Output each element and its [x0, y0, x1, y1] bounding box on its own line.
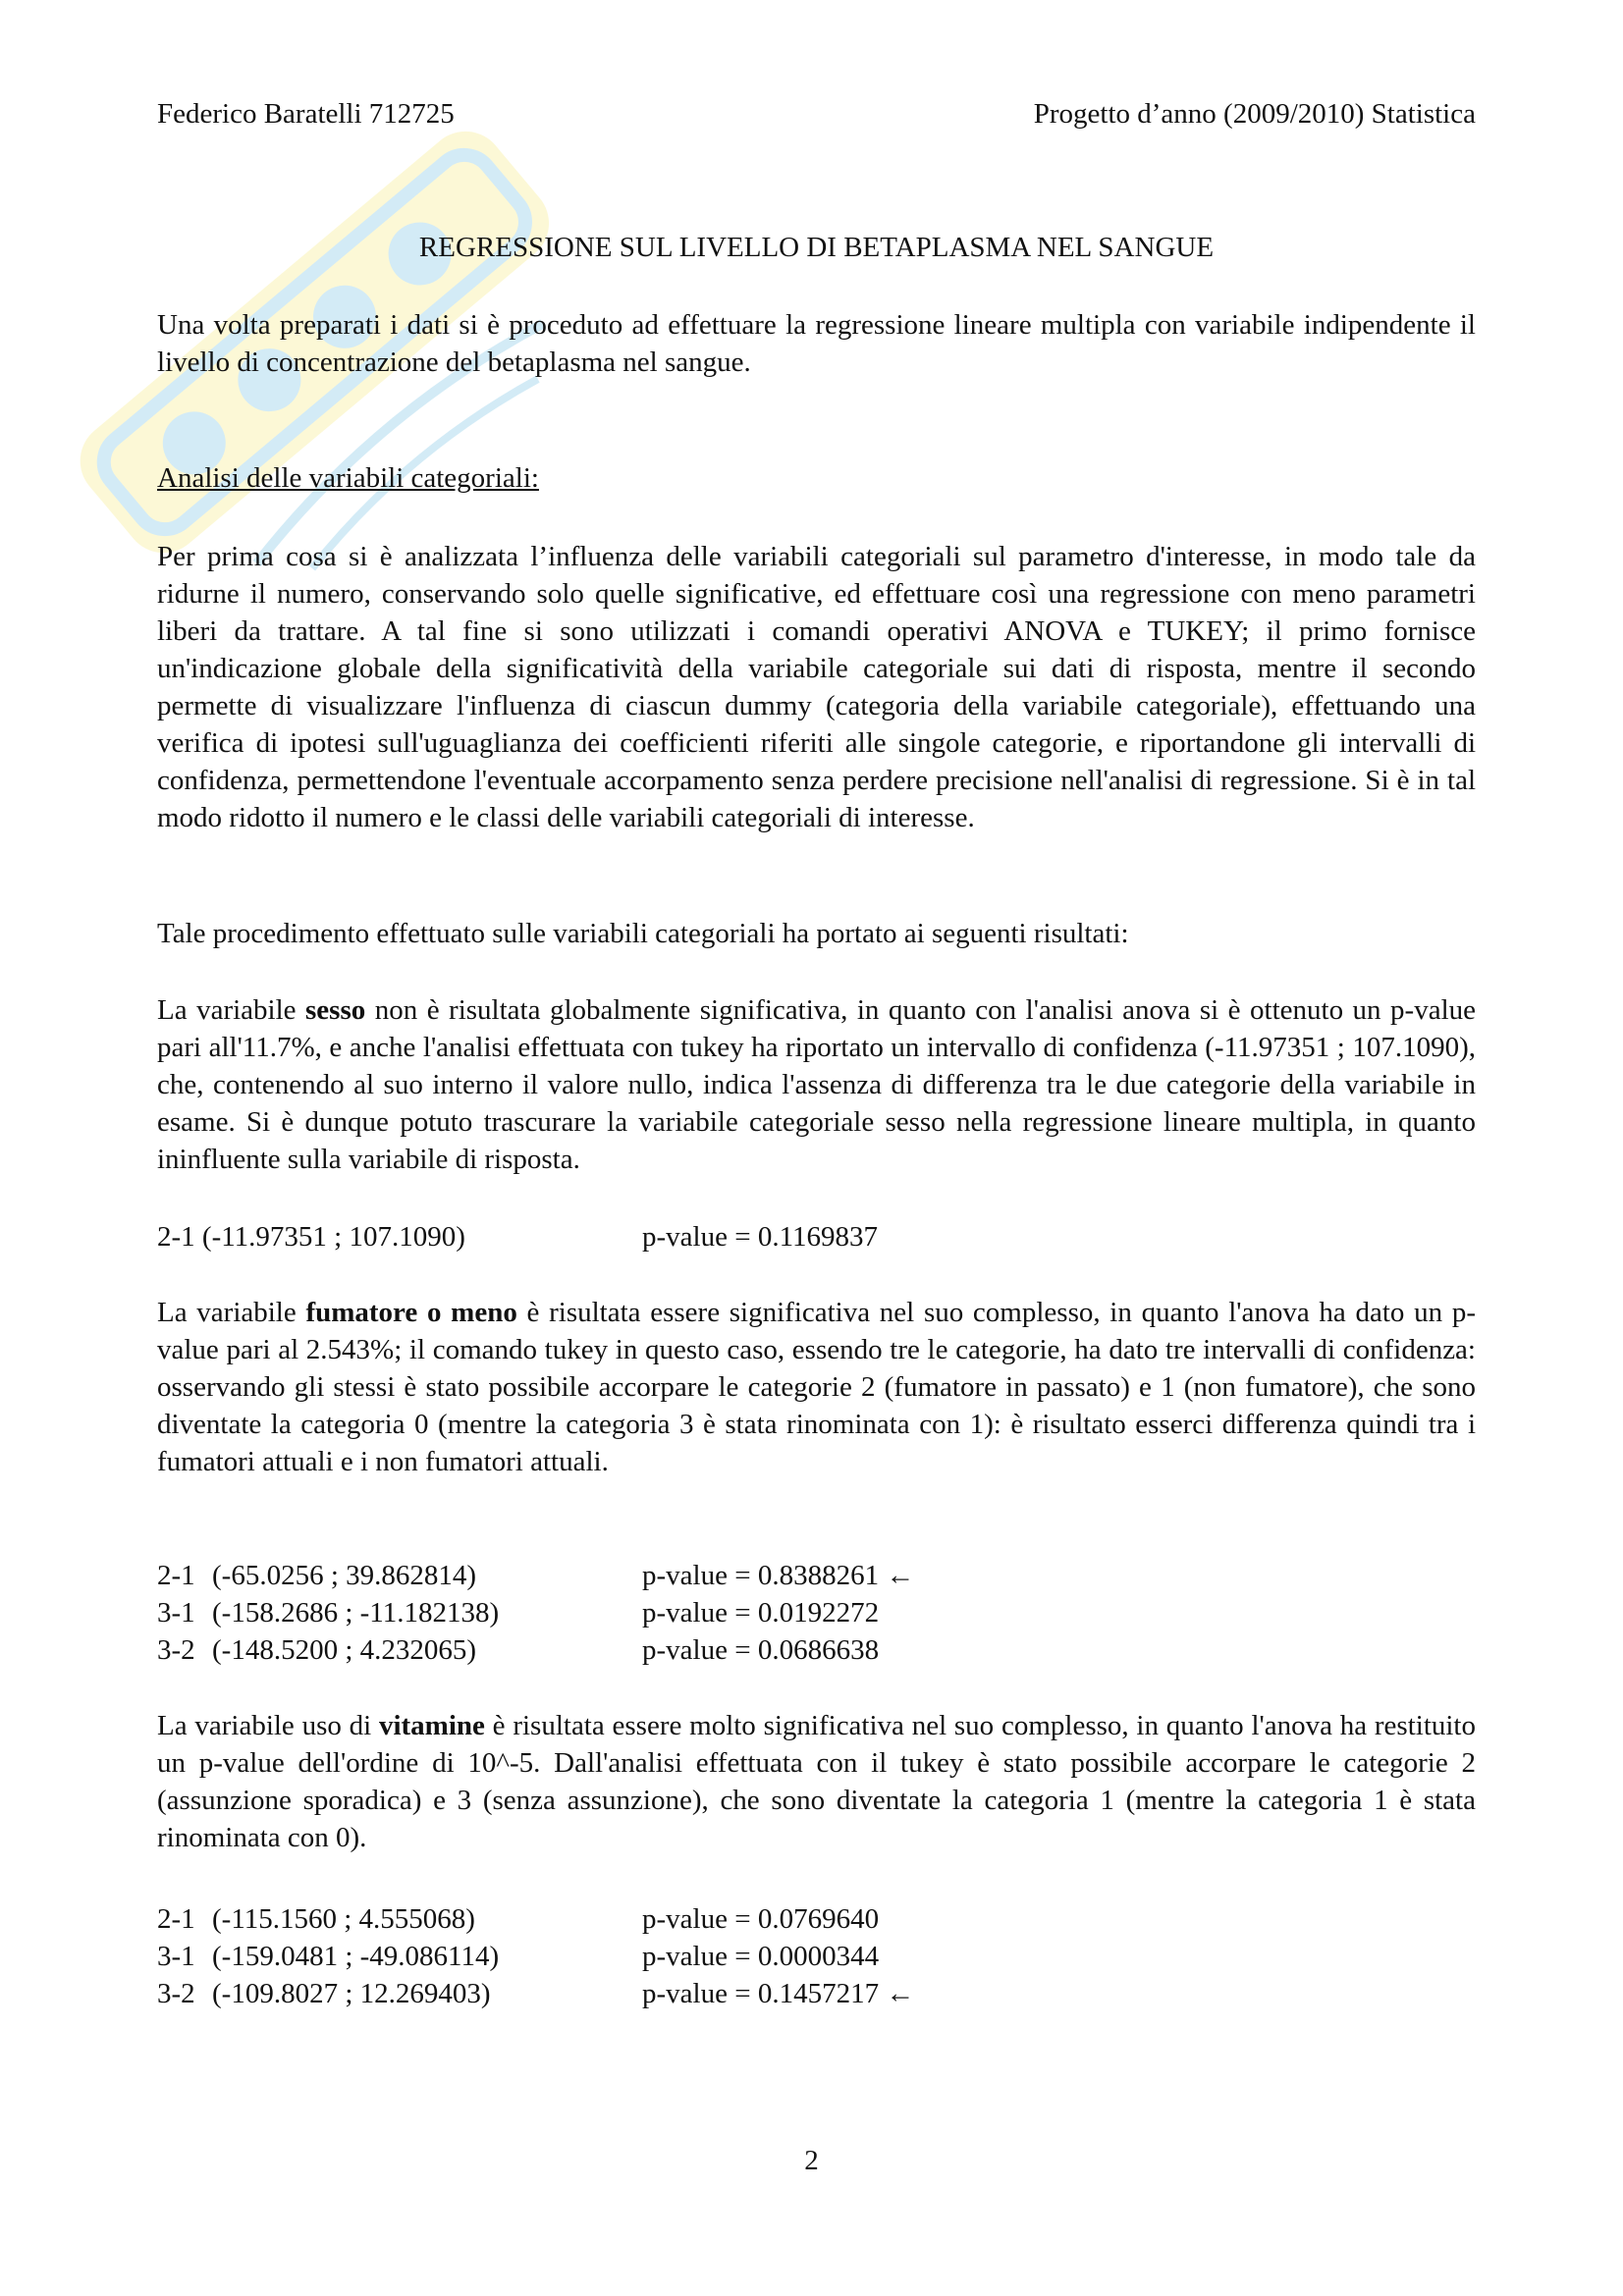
intro-paragraph: Una volta preparati i dati si è proceduto ad effettuare la regressione lineare multipla con variabile indipendente il livello di concentrazione del betaplasma nel sangue. [157, 309, 1476, 378]
comparison-label: 3-1 [157, 1597, 195, 1629]
confidence-interval: (-148.5200 ; 4.232065) [212, 1634, 477, 1666]
vitamine-result-row [157, 1938, 880, 1975]
header-project: Progetto d’anno (2009/2010) Statistica [1033, 98, 1476, 130]
comparison-label: 3-2 [157, 1978, 195, 2009]
vitamine-keyword: vitamine [378, 1710, 485, 1741]
p-value: p-value = 0.8388261 ← [642, 1560, 915, 1591]
fumatore-keyword: fumatore o meno [305, 1297, 517, 1328]
p-value: p-value = 0.0769640 [642, 1903, 880, 1935]
page-header [157, 98, 1476, 137]
comparison-label: 2-1 [157, 1903, 195, 1935]
confidence-interval: (-65.0256 ; 39.862814) [212, 1560, 477, 1591]
vitamine-paragraph: La variabile uso di vitamine è risultata essere molto significativa nel suo complesso, in quanto l'anova ha restituito un p-value dell'ordine di 10^-5. Dall'analisi effettuata con il tukey è stato possibile accorpare le categorie 2 (assunzione sporadica) e 3 (senza assunzione), che sono diventate la categoria 1 (mentre la categoria 1 è stata rinominata con 0). [157, 1710, 1476, 1853]
confidence-interval: (-115.1560 ; 4.555068) [212, 1903, 475, 1935]
fumatore-result-row [157, 1557, 915, 1594]
document-title: REGRESSIONE SUL LIVELLO DI BETAPLASMA NEL SANGUE [418, 232, 1215, 263]
fumatore-result-row [157, 1631, 880, 1669]
confidence-interval: (-158.2686 ; -11.182138) [212, 1597, 500, 1629]
p-value: p-value = 0.1457217 ← [642, 1978, 915, 2009]
results-intro-paragraph: Tale procedimento effettuato sulle variabili categoriali ha portato ai seguenti risultati: [157, 918, 1129, 949]
comparison-label: 2-1 [157, 1560, 195, 1591]
p-value: p-value = 0.0686638 [642, 1634, 880, 1666]
page-number: 2 [804, 2145, 819, 2176]
comparison-label: 3-1 [157, 1941, 195, 1972]
confidence-interval: 2-1 (-11.97351 ; 107.1090) [157, 1221, 465, 1253]
sesso-keyword: sesso [305, 994, 366, 1026]
p-value: p-value = 0.1169837 [642, 1221, 878, 1253]
p-value: p-value = 0.0000344 [642, 1941, 880, 1972]
fumatore-result-row [157, 1594, 880, 1631]
method-paragraph: Per prima cosa si è analizzata l’influenza delle variabili categoriali sul parametro d'interesse, in modo tale da ridurne il numero, conservando solo quelle significative, ed effettuare così una regressione con meno parametri liberi da trattare. A tal fine si sono utilizzati i comandi operativi ANOVA e TUKEY; il primo fornisce un'indicazione globale della significatività della variabile categoriale sui dati di risposta, mentre il secondo permette di visualizzare l'influenza di ciascun dummy (categoria della variabile categoriale), effettuando una verifica di ipotesi sull'uguaglianza dei coefficienti riferiti alle singole categorie, e riportandone gli intervalli di confidenza, permettendone l'eventuale accorpamento senza perdere precisione nell'analisi di regressione. Si è in tal modo ridotto il numero e le classi delle variabili categoriali di interesse. [157, 541, 1476, 833]
vitamine-result-row [157, 1975, 915, 2012]
confidence-interval: (-109.8027 ; 12.269403) [212, 1978, 491, 2009]
vitamine-result-row [157, 1900, 880, 1938]
confidence-interval: (-159.0481 ; -49.086114) [212, 1941, 500, 1972]
header-author: Federico Baratelli 712725 [157, 98, 455, 130]
section-heading: Analisi delle variabili categoriali: [157, 462, 539, 494]
fumatore-paragraph: La variabile fumatore o meno è risultata essere significativa nel suo complesso, in quanto l'anova ha dato un p-value pari al 2.543%; il comando tukey in questo caso, essendo tre le categorie, ha dato tre intervalli di confidenza: osservando gli stessi è stato possibile accorpare le categorie 2 (fumatore in passato) e 1 (non fumatore), che sono diventate la categoria 0 (mentre la categoria 3 è stata rinominata con 1): è risultato esserci differenza quindi tra i fumatori attuali e i non fumatori attuali. [157, 1297, 1476, 1477]
comparison-label: 3-2 [157, 1634, 195, 1666]
p-value: p-value = 0.0192272 [642, 1597, 880, 1629]
sesso-paragraph: La variabile sesso non è risultata globalmente significativa, in quanto con l'analisi anova si è ottenuto un p-value pari all'11.7%, e anche l'analisi effettuata con tukey ha riportato un intervallo di confidenza (-11.97351 ; 107.1090), che, contenendo al suo interno il valore nullo, indica l'assenza di differenza tra le due categorie della variabile in esame. Si è dunque potuto trascurare la variabile categoriale sesso nella regressione lineare multipla, in quanto ininfluente sulla variabile di risposta. [157, 994, 1476, 1175]
